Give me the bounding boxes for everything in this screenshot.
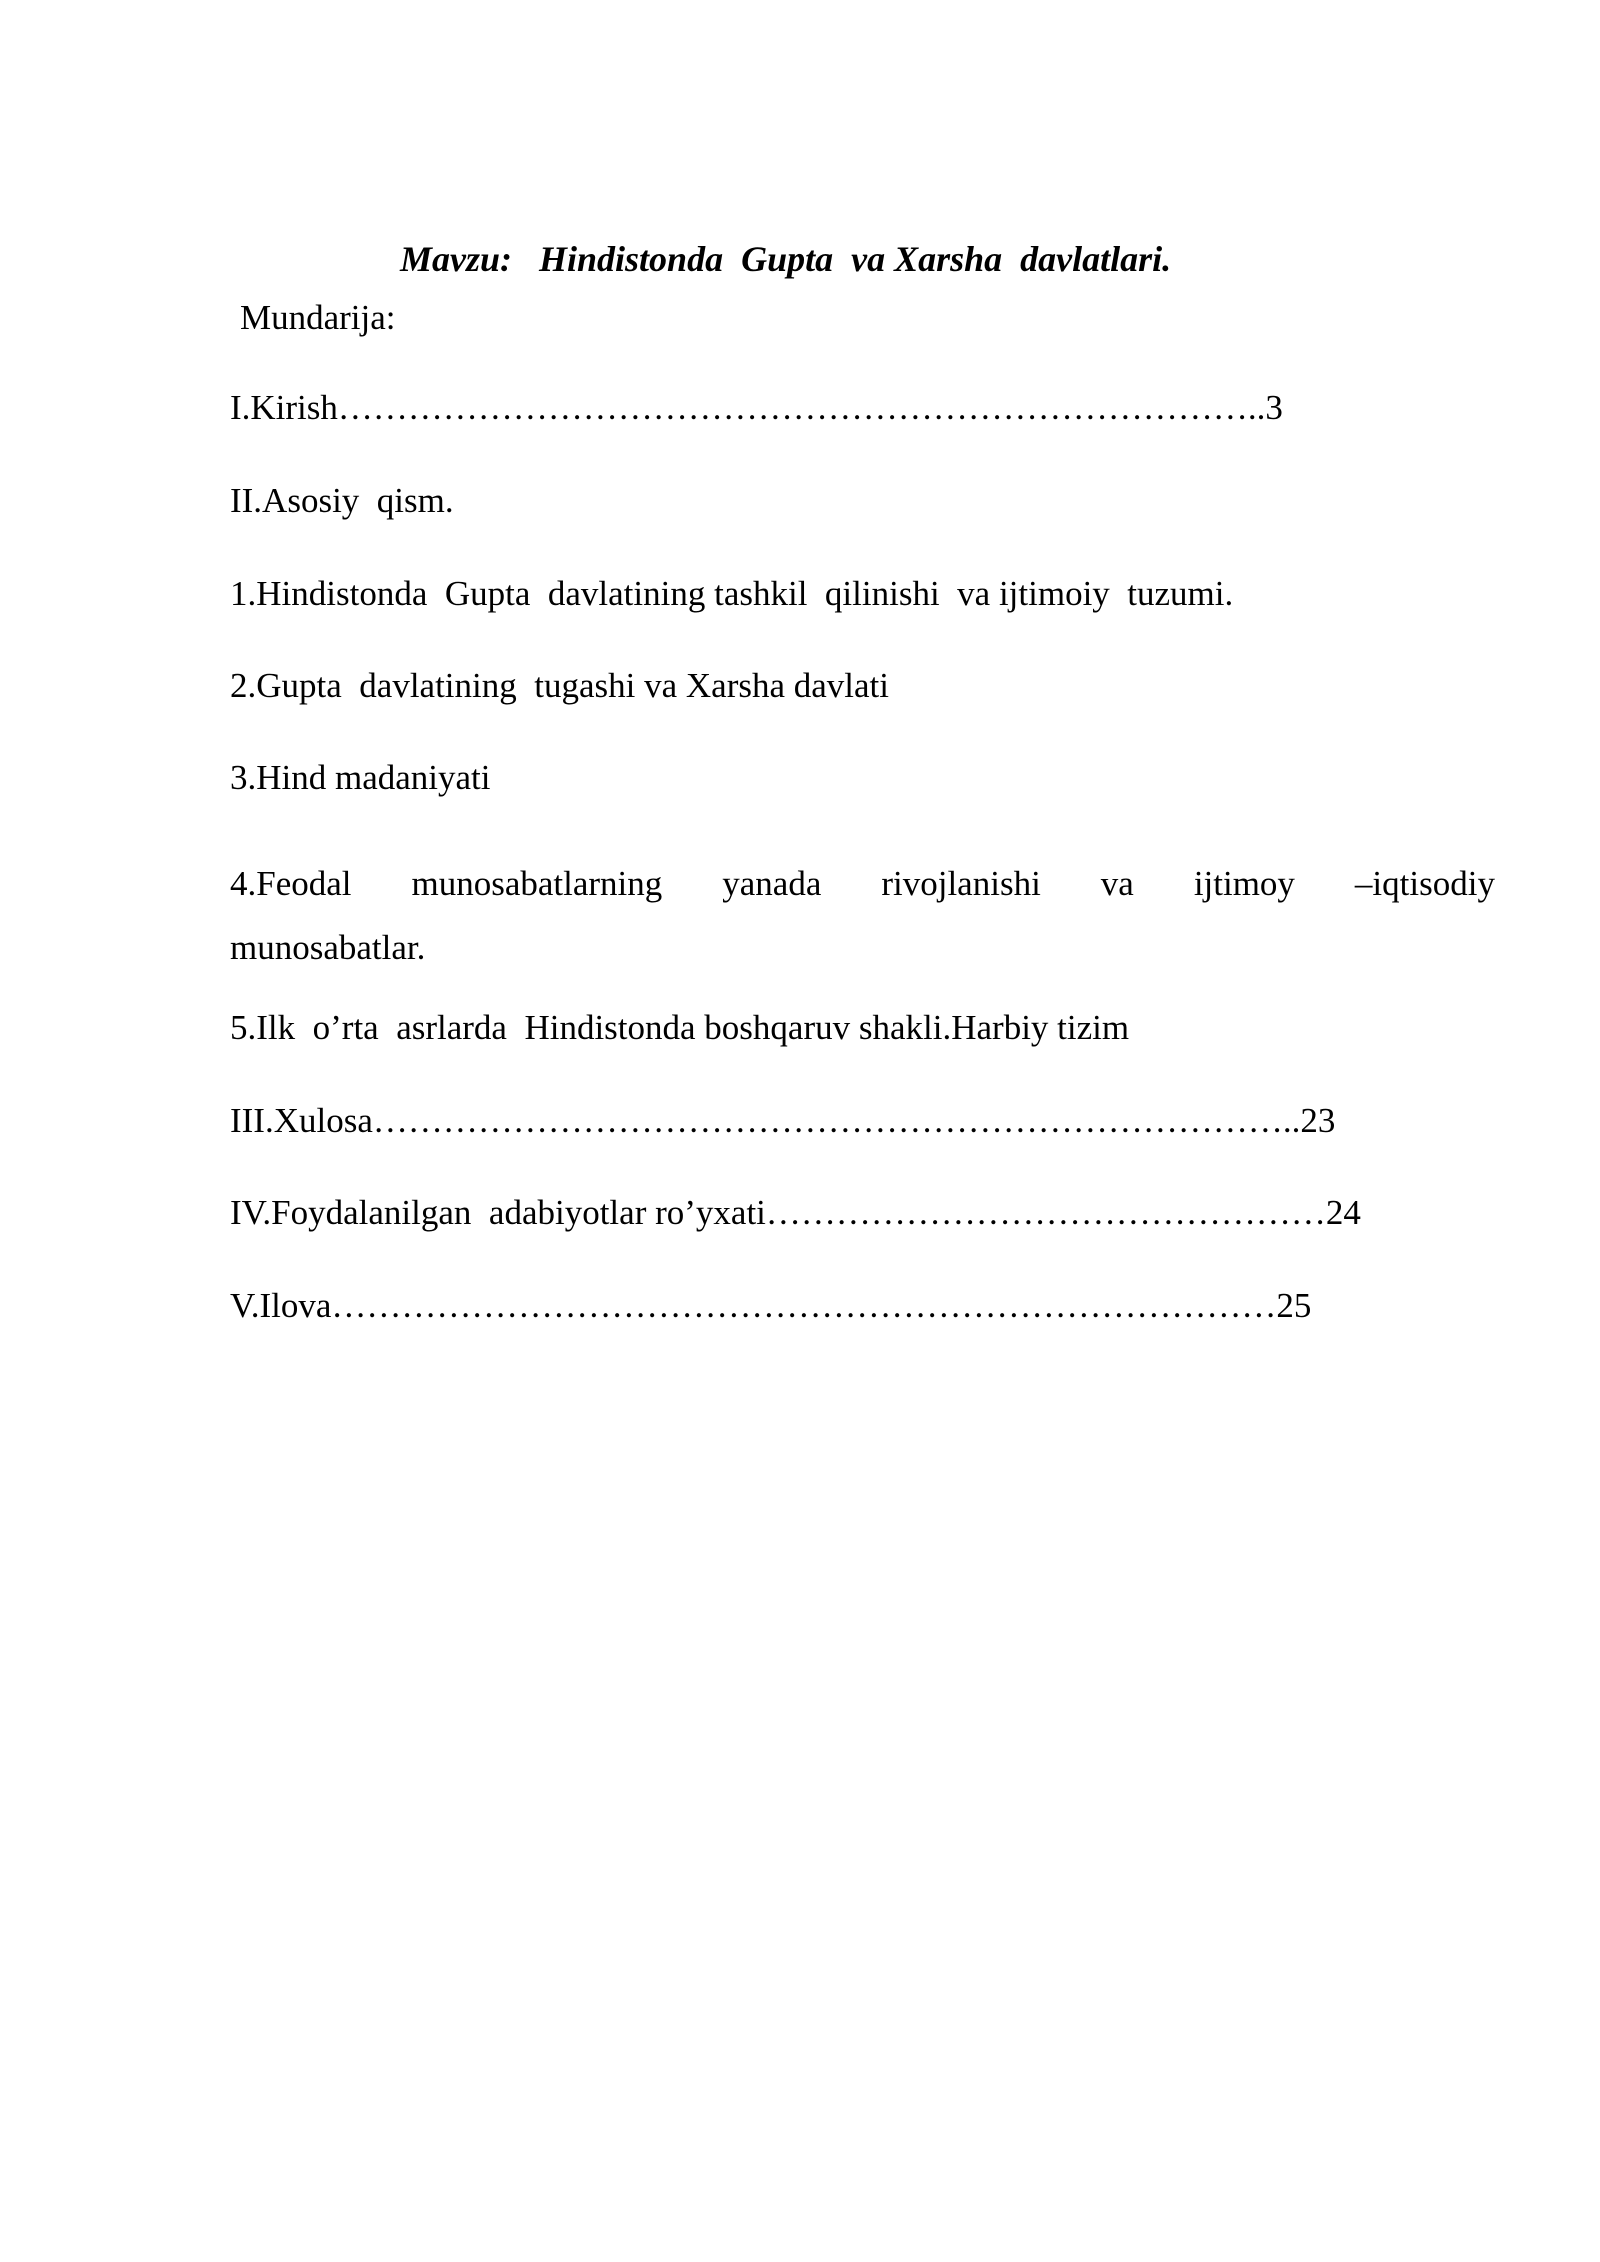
toc-entry-item-1: 1.Hindistonda Gupta davlatining tashkil qilinishi va ijtimoiy tuzumi. — [230, 574, 1234, 613]
toc-entry-item-4-line-2: munosabatlar. — [230, 928, 426, 967]
toc-word: –iqtisodiy — [1354, 864, 1495, 903]
toc-word: 4.Feodal — [230, 864, 352, 903]
toc-word: munosabatlarning — [411, 864, 663, 903]
toc-entry-item-4-line-1 — [230, 852, 1495, 916]
toc-entry-adabiyotlar: IV.Foydalanilgan adabiyotlar ro’yxati…………………………………………24 — [230, 1193, 1361, 1232]
toc-entry-asosiy-qism: II.Asosiy qism. — [230, 481, 454, 520]
toc-entry-item-5: 5.Ilk o’rta asrlarda Hindistonda boshqaruv shakli.Harbiy tizim — [230, 1008, 1130, 1047]
toc-entry-kirish: I.Kirish……………………………………………………………………..3 — [230, 388, 1283, 427]
toc-entry-item-3: 3.Hind madaniyati — [230, 758, 491, 797]
contents-heading: Mundarija: — [240, 298, 396, 337]
toc-word: rivojlanishi — [881, 864, 1041, 903]
toc-word: ijtimoy — [1193, 864, 1295, 903]
toc-entry-item-2: 2.Gupta davlatining tugashi va Xarsha davlati — [230, 666, 890, 705]
toc-word: va — [1100, 864, 1134, 903]
document-title: Mavzu: Hindistonda Gupta va Xarsha davlatlari. — [400, 239, 1172, 279]
toc-entry-ilova: V.Ilova………………………………………………………………………25 — [230, 1286, 1312, 1325]
toc-entry-item-4 — [230, 852, 1495, 980]
toc-word: yanada — [722, 864, 822, 903]
toc-entry-xulosa: III.Xulosa……………………………………………………………………..23 — [230, 1101, 1336, 1140]
